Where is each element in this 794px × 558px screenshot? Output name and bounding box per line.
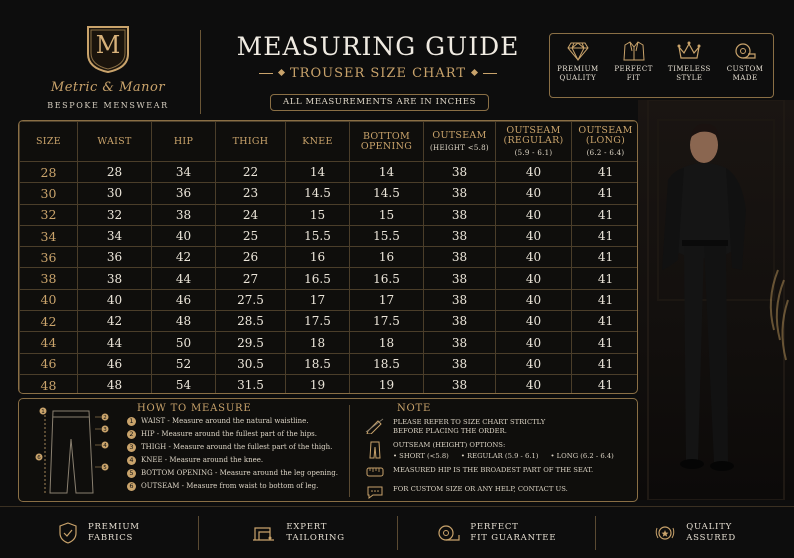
info-divider xyxy=(349,405,350,497)
step-number: 3 xyxy=(127,443,136,452)
measurement-cell: 16.5 xyxy=(350,268,424,289)
feature-label: PREMIUM xyxy=(557,65,599,73)
footer-label: FIT GUARANTEE xyxy=(470,532,557,543)
feature-premium-quality xyxy=(550,34,606,97)
measurement-cell: 38 xyxy=(78,268,152,289)
measurement-cell: 38 xyxy=(424,332,496,353)
how-to-step xyxy=(127,428,357,440)
col-header-outseam-regular: OUTSEAM (REGULAR) (5.9 - 6.1) xyxy=(496,122,572,162)
measurement-cell: 27.5 xyxy=(216,289,286,310)
note-title: NOTE xyxy=(397,403,432,414)
svg-text:6: 6 xyxy=(37,455,41,461)
measurement-cell: 27 xyxy=(216,268,286,289)
step-text: OUTSEAM - Measure from waist to bottom of leg. xyxy=(141,482,319,490)
table-row xyxy=(20,183,639,204)
measurement-cell: 46 xyxy=(152,289,216,310)
measurement-cell: 38 xyxy=(424,374,496,394)
col-header-outseam-long: OUTSEAM (LONG) (6.2 - 6.4) xyxy=(572,122,639,162)
col-header-waist: WAIST xyxy=(78,122,152,162)
measurement-cell: 28 xyxy=(78,162,152,183)
feature-label: TIMELESS xyxy=(667,65,711,73)
step-text: KNEE - Measure around the knee. xyxy=(141,456,264,464)
size-cell: 30 xyxy=(20,183,78,204)
feature-label: STYLE xyxy=(676,74,703,82)
measurement-cell: 40 xyxy=(496,247,572,268)
measurement-cell: 40 xyxy=(496,374,572,394)
measurement-cell: 48 xyxy=(152,311,216,332)
measurement-cell: 23 xyxy=(216,183,286,204)
size-cell: 28 xyxy=(20,162,78,183)
measurement-cell: 48 xyxy=(78,374,152,394)
size-cell: 42 xyxy=(20,311,78,332)
header-divider xyxy=(200,30,201,114)
measurement-cell: 15 xyxy=(350,204,424,225)
step-number: 5 xyxy=(127,469,136,478)
outseam-option-short: • SHORT (<5.8) xyxy=(393,452,449,460)
feature-perfect-fit xyxy=(606,34,662,97)
measurement-cell: 41 xyxy=(572,247,639,268)
svg-text:5: 5 xyxy=(103,465,107,471)
table-row xyxy=(20,374,639,394)
measurement-cell: 26 xyxy=(216,247,286,268)
note-line-1: PLEASE REFER TO SIZE CHART STRICTLY xyxy=(393,418,546,426)
svg-text:2: 2 xyxy=(103,415,107,421)
feature-label: MADE xyxy=(732,74,758,82)
measurement-cell: 34 xyxy=(78,225,152,246)
subtitle-text: TROUSER SIZE CHART xyxy=(290,66,466,81)
measurement-cell: 18.5 xyxy=(350,353,424,374)
measurement-cell: 38 xyxy=(152,204,216,225)
size-cell: 44 xyxy=(20,332,78,353)
svg-text:4: 4 xyxy=(103,443,107,449)
measurement-cell: 38 xyxy=(424,268,496,289)
note-row-refer xyxy=(365,418,635,437)
footer-expert-tailoring xyxy=(198,516,397,550)
footer-perfect-fit-guarantee xyxy=(397,516,596,550)
measurement-cell: 16 xyxy=(350,247,424,268)
feature-label: QUALITY xyxy=(559,74,597,82)
footer-label: EXPERT xyxy=(286,521,328,532)
footer-label: ASSURED xyxy=(686,532,737,543)
footer-badges xyxy=(0,506,794,558)
diamond-icon xyxy=(567,41,589,61)
measurement-cell: 16 xyxy=(286,247,350,268)
col-header-knee: KNEE xyxy=(286,122,350,162)
measurement-cell: 29.5 xyxy=(216,332,286,353)
brand-name: Metric & Manor xyxy=(50,80,166,95)
table-row xyxy=(20,204,639,225)
features-box xyxy=(549,33,774,98)
measurement-cell: 40 xyxy=(496,289,572,310)
measurement-cell: 40 xyxy=(78,289,152,310)
note-row-outseam xyxy=(365,441,635,462)
size-cell: 48 xyxy=(20,374,78,394)
step-text: WAIST - Measure around the natural waistline. xyxy=(141,417,309,425)
measurement-cell: 44 xyxy=(78,332,152,353)
measurement-cell: 15.5 xyxy=(350,225,424,246)
note-section xyxy=(365,403,635,502)
measurement-cell: 24 xyxy=(216,204,286,225)
size-cell: 34 xyxy=(20,225,78,246)
measurement-cell: 38 xyxy=(424,247,496,268)
outseam-option-long: • LONG (6.2 - 6.4) xyxy=(550,452,614,460)
measurement-cell: 22 xyxy=(216,162,286,183)
measurement-cell: 38 xyxy=(424,225,496,246)
how-to-step xyxy=(127,441,357,453)
measurement-cell: 41 xyxy=(572,268,639,289)
measurement-cell: 38 xyxy=(424,183,496,204)
footer-premium-fabrics xyxy=(0,516,198,550)
col-header-thigh: THIGH xyxy=(216,122,286,162)
measurement-cell: 38 xyxy=(424,289,496,310)
step-number: 1 xyxy=(127,417,136,426)
measurement-cell: 18 xyxy=(286,332,350,353)
measurement-cell: 30 xyxy=(78,183,152,204)
measurement-cell: 17 xyxy=(350,289,424,310)
how-to-step xyxy=(127,467,357,479)
measurement-cell: 40 xyxy=(496,183,572,204)
step-text: THIGH - Measure around the fullest part of the thigh. xyxy=(141,443,333,451)
size-cell: 40 xyxy=(20,289,78,310)
measurement-cell: 40 xyxy=(496,268,572,289)
pencil-ruler-icon xyxy=(365,418,385,434)
measurement-cell: 40 xyxy=(496,162,572,183)
measurement-cell: 50 xyxy=(152,332,216,353)
measurement-cell: 28.5 xyxy=(216,311,286,332)
measurement-cell: 15.5 xyxy=(286,225,350,246)
footer-label: PREMIUM xyxy=(87,521,140,532)
table-row xyxy=(20,289,639,310)
hip-measure-icon xyxy=(365,466,385,478)
measurement-cell: 40 xyxy=(496,311,572,332)
note-row-hip xyxy=(365,466,635,481)
how-to-step xyxy=(127,415,357,427)
measurement-cell: 17 xyxy=(286,289,350,310)
how-to-steps xyxy=(127,415,357,492)
col-header-hip: HIP xyxy=(152,122,216,162)
table-row xyxy=(20,268,639,289)
measurement-cell: 14 xyxy=(350,162,424,183)
step-text: BOTTOM OPENING - Measure around the leg opening. xyxy=(141,469,338,477)
measurement-cell: 36 xyxy=(152,183,216,204)
footer-label: PERFECT xyxy=(470,521,519,532)
footer-label: TAILORING xyxy=(286,532,345,543)
info-panel xyxy=(18,398,638,502)
measurement-cell: 19 xyxy=(350,374,424,394)
measurement-cell: 38 xyxy=(424,353,496,374)
measurement-cell: 31.5 xyxy=(216,374,286,394)
size-cell: 38 xyxy=(20,268,78,289)
feature-label: PERFECT xyxy=(614,65,653,73)
crest-emblem xyxy=(85,24,131,74)
chat-bubble-icon xyxy=(365,485,385,499)
table-row xyxy=(20,353,639,374)
col-header-outseam-short: OUTSEAM (HEIGHT <5.8) xyxy=(424,122,496,162)
note-line-2: BEFORE PLACING THE ORDER. xyxy=(393,427,507,435)
table-row xyxy=(20,332,639,353)
measurement-cell: 42 xyxy=(78,311,152,332)
outseam-option-regular: • REGULAR (5.9 - 6.1) xyxy=(460,452,539,460)
step-number: 2 xyxy=(127,430,136,439)
crown-icon xyxy=(677,41,701,61)
measurement-cell: 41 xyxy=(572,332,639,353)
measurement-cell: 42 xyxy=(152,247,216,268)
measurement-cell: 15 xyxy=(286,204,350,225)
measurement-cell: 41 xyxy=(572,204,639,225)
hip-note: MEASURED HIP IS THE BROADEST PART OF THE SEAT. xyxy=(393,466,594,474)
sewing-machine-icon xyxy=(250,523,276,543)
measurement-cell: 40 xyxy=(496,204,572,225)
measurement-cell: 18.5 xyxy=(286,353,350,374)
step-number: 6 xyxy=(127,482,136,491)
measurement-cell: 41 xyxy=(572,183,639,204)
measurement-cell: 17.5 xyxy=(286,311,350,332)
measurement-cell: 40 xyxy=(152,225,216,246)
col-header-bottom-opening: BOTTOM OPENING xyxy=(350,122,424,162)
size-chart-table xyxy=(18,120,638,394)
footer-label: FABRICS xyxy=(87,532,134,543)
footer-quality-assured xyxy=(595,516,794,550)
table-row xyxy=(20,311,639,332)
measurement-cell: 19 xyxy=(286,374,350,394)
measurement-cell: 41 xyxy=(572,225,639,246)
measurement-cell: 16.5 xyxy=(286,268,350,289)
measurement-cell: 46 xyxy=(78,353,152,374)
measurement-cell: 34 xyxy=(152,162,216,183)
measurement-cell: 18 xyxy=(350,332,424,353)
measurement-cell: 38 xyxy=(424,204,496,225)
measurement-cell: 14.5 xyxy=(350,183,424,204)
measuring-tape-icon xyxy=(436,523,460,543)
measurement-cell: 25 xyxy=(216,225,286,246)
measurement-cell: 41 xyxy=(572,289,639,310)
brand-logo xyxy=(22,24,194,120)
measurement-cell: 52 xyxy=(152,353,216,374)
how-to-title: HOW TO MEASURE xyxy=(137,403,252,414)
units-note: ALL MEASUREMENTS ARE IN INCHES xyxy=(270,94,489,111)
contact-note: FOR CUSTOM SIZE OR ANY HELP, CONTACT US. xyxy=(393,485,568,493)
trouser-diagram xyxy=(29,405,125,497)
model-photo xyxy=(638,100,794,500)
size-cell: 46 xyxy=(20,353,78,374)
measurement-cell: 30.5 xyxy=(216,353,286,374)
table-row xyxy=(20,225,639,246)
shield-check-icon xyxy=(58,522,78,544)
svg-text:1: 1 xyxy=(41,409,45,415)
tape-measure-icon xyxy=(734,41,756,61)
measurement-cell: 41 xyxy=(572,311,639,332)
measurement-cell: 14.5 xyxy=(286,183,350,204)
note-row-contact xyxy=(365,485,635,502)
measurement-cell: 17.5 xyxy=(350,311,424,332)
brand-tagline: BESPOKE MENSWEAR xyxy=(47,101,169,110)
how-to-step xyxy=(127,454,357,466)
size-cell: 32 xyxy=(20,204,78,225)
how-to-measure xyxy=(127,403,357,492)
feature-label: CUSTOM xyxy=(726,65,764,73)
table-header-row xyxy=(20,122,639,162)
measurement-cell: 40 xyxy=(496,225,572,246)
measurement-cell: 40 xyxy=(496,332,572,353)
svg-text:3: 3 xyxy=(103,427,107,433)
feature-custom-made xyxy=(717,34,773,97)
measurement-cell: 44 xyxy=(152,268,216,289)
table-row xyxy=(20,162,639,183)
size-cell: 36 xyxy=(20,247,78,268)
how-to-step xyxy=(127,480,357,492)
measurement-cell: 38 xyxy=(424,311,496,332)
step-number: 4 xyxy=(127,456,136,465)
footer-label: QUALITY xyxy=(686,521,733,532)
measurement-cell: 38 xyxy=(424,162,496,183)
measurement-cell: 41 xyxy=(572,374,639,394)
jacket-icon xyxy=(623,41,645,61)
brand-monogram: M xyxy=(95,31,121,59)
measurement-cell: 14 xyxy=(286,162,350,183)
feature-label: FIT xyxy=(626,74,641,82)
table-row xyxy=(20,247,639,268)
measurement-cell: 41 xyxy=(572,162,639,183)
page-subtitle xyxy=(250,66,506,81)
trouser-icon xyxy=(365,441,385,459)
feature-timeless-style xyxy=(662,34,718,97)
page-title: MEASURING GUIDE xyxy=(236,32,520,61)
award-badge-icon xyxy=(654,522,676,544)
measurement-cell: 32 xyxy=(78,204,152,225)
measurement-cell: 41 xyxy=(572,353,639,374)
measurement-cell: 40 xyxy=(496,353,572,374)
measurement-cell: 54 xyxy=(152,374,216,394)
col-header-size: SIZE xyxy=(20,122,78,162)
measurement-cell: 36 xyxy=(78,247,152,268)
step-text: HIP - Measure around the fullest part of the hips. xyxy=(141,430,317,438)
outseam-options-title: OUTSEAM (HEIGHT) OPTIONS: xyxy=(393,441,506,449)
